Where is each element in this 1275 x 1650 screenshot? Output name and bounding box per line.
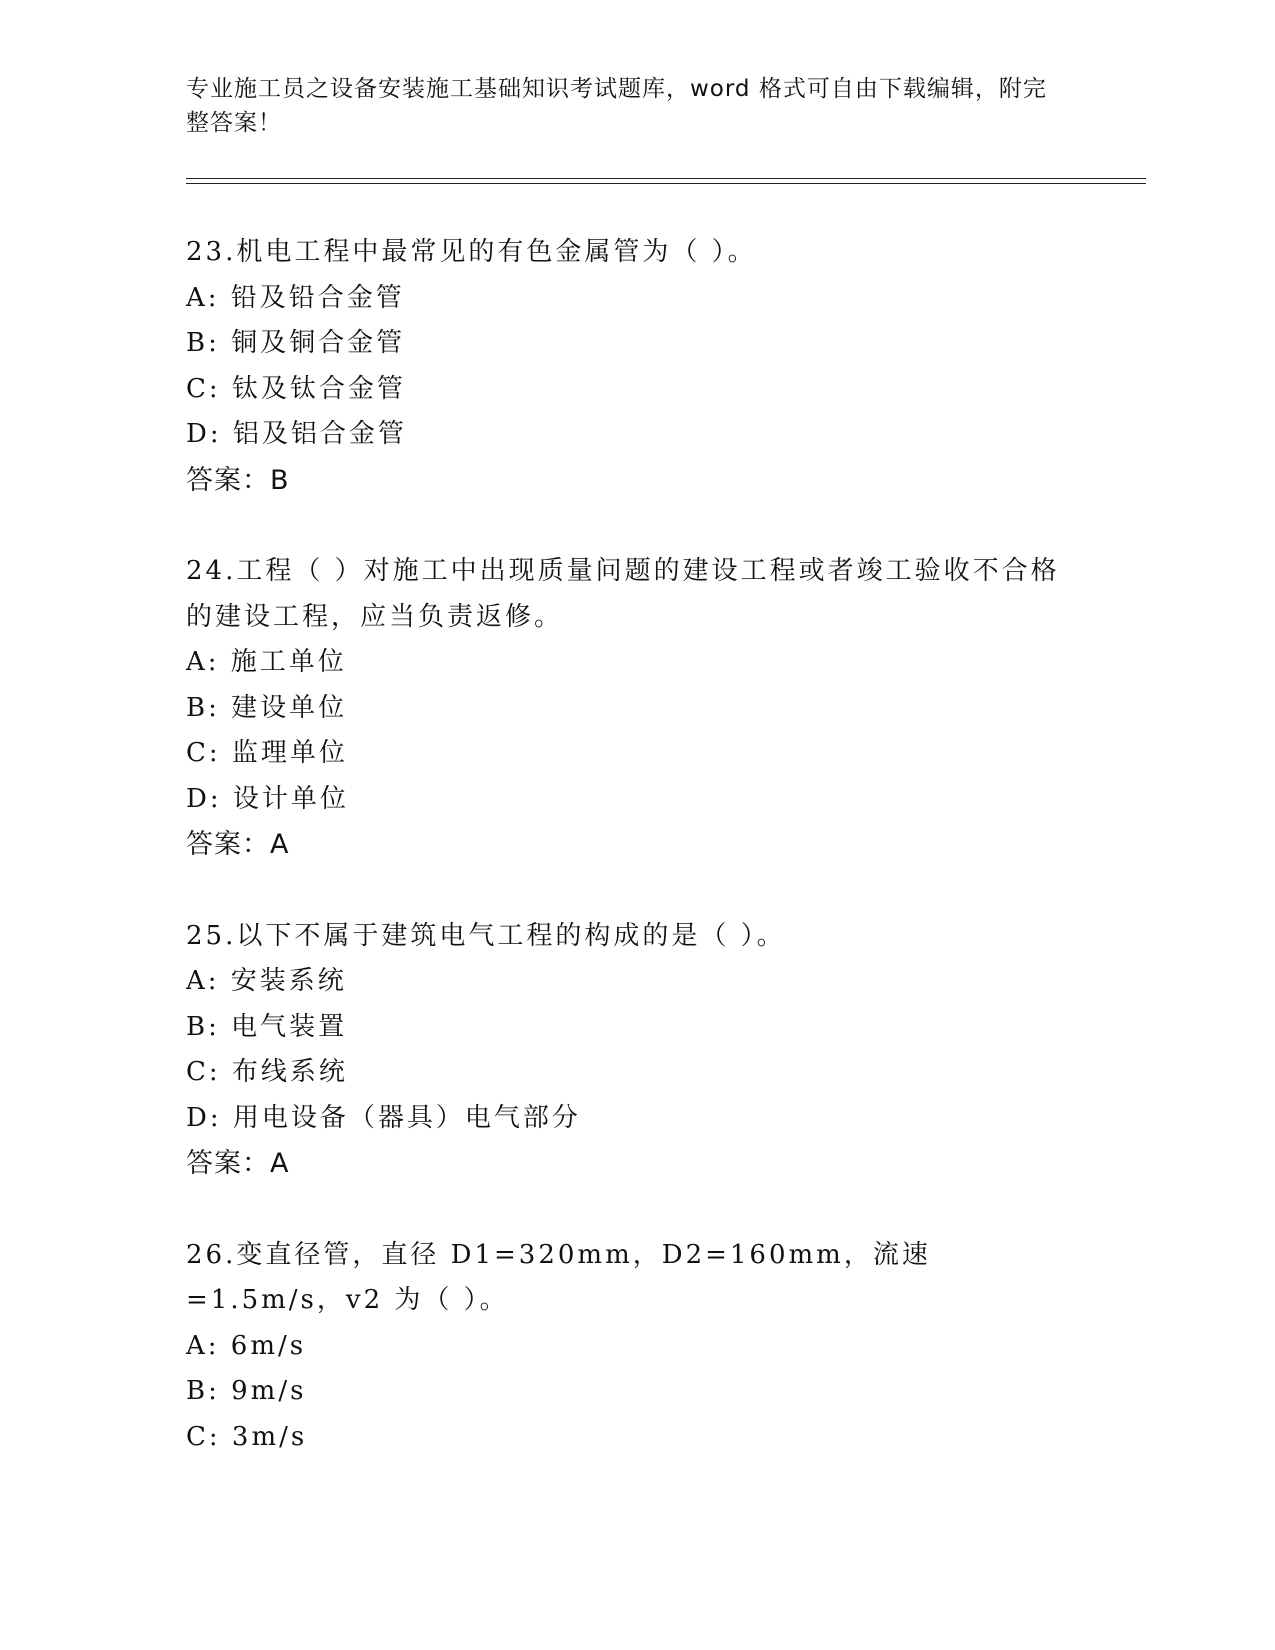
question-list — [186, 230, 1066, 1506]
option-c: C: 3m/s — [186, 1421, 308, 1452]
option-a: A: 铅及铅合金管 — [186, 282, 405, 313]
question-23 — [186, 230, 1066, 503]
option-c: C: 监理单位 — [186, 738, 348, 768]
question-stem: 26.变直径管，直径 D1=320mm，D2=160mm，流速=1.5m/s，v2 为（ ）。 — [186, 1239, 931, 1315]
answer-label: 答案：A — [186, 829, 290, 860]
answer-label: 答案：A — [186, 1148, 290, 1179]
header-divider-top — [186, 178, 1146, 179]
option-d: D: 设计单位 — [186, 783, 349, 814]
option-b: B: 铜及铜合金管 — [186, 328, 406, 358]
option-b: B: 建设单位 — [186, 692, 348, 723]
question-24 — [186, 549, 1066, 868]
option-b: B: 9m/s — [186, 1376, 307, 1406]
question-stem: 24.工程（ ）对施工中出现质量问题的建设工程或者竣工验收不合格的建设工程，应当负责返修。 — [186, 556, 1060, 632]
question-stem: 25.以下不属于建筑电气工程的构成的是（ ）。 — [186, 920, 786, 951]
document-header: 专业施工员之设备安装施工基础知识考试题库，word 格式可自由下载编辑，附完整答案！ — [186, 76, 1047, 136]
option-b: B: 电气装置 — [186, 1011, 348, 1042]
option-c: C: 布线系统 — [186, 1057, 348, 1087]
question-25 — [186, 914, 1066, 1187]
option-d: D: 铝及铝合金管 — [186, 419, 407, 449]
option-a: A: 6m/s — [186, 1330, 307, 1361]
question-26 — [186, 1233, 1066, 1461]
option-c: C: 钛及钛合金管 — [186, 373, 406, 404]
header-divider-bottom — [186, 183, 1146, 184]
option-a: A: 安装系统 — [186, 966, 347, 996]
option-a: A: 施工单位 — [186, 647, 347, 677]
question-stem: 23.机电工程中最常见的有色金属管为（ ）。 — [186, 237, 757, 267]
option-d: D: 用电设备（器具）电气部分 — [186, 1102, 581, 1133]
answer-label: 答案：B — [186, 464, 290, 496]
